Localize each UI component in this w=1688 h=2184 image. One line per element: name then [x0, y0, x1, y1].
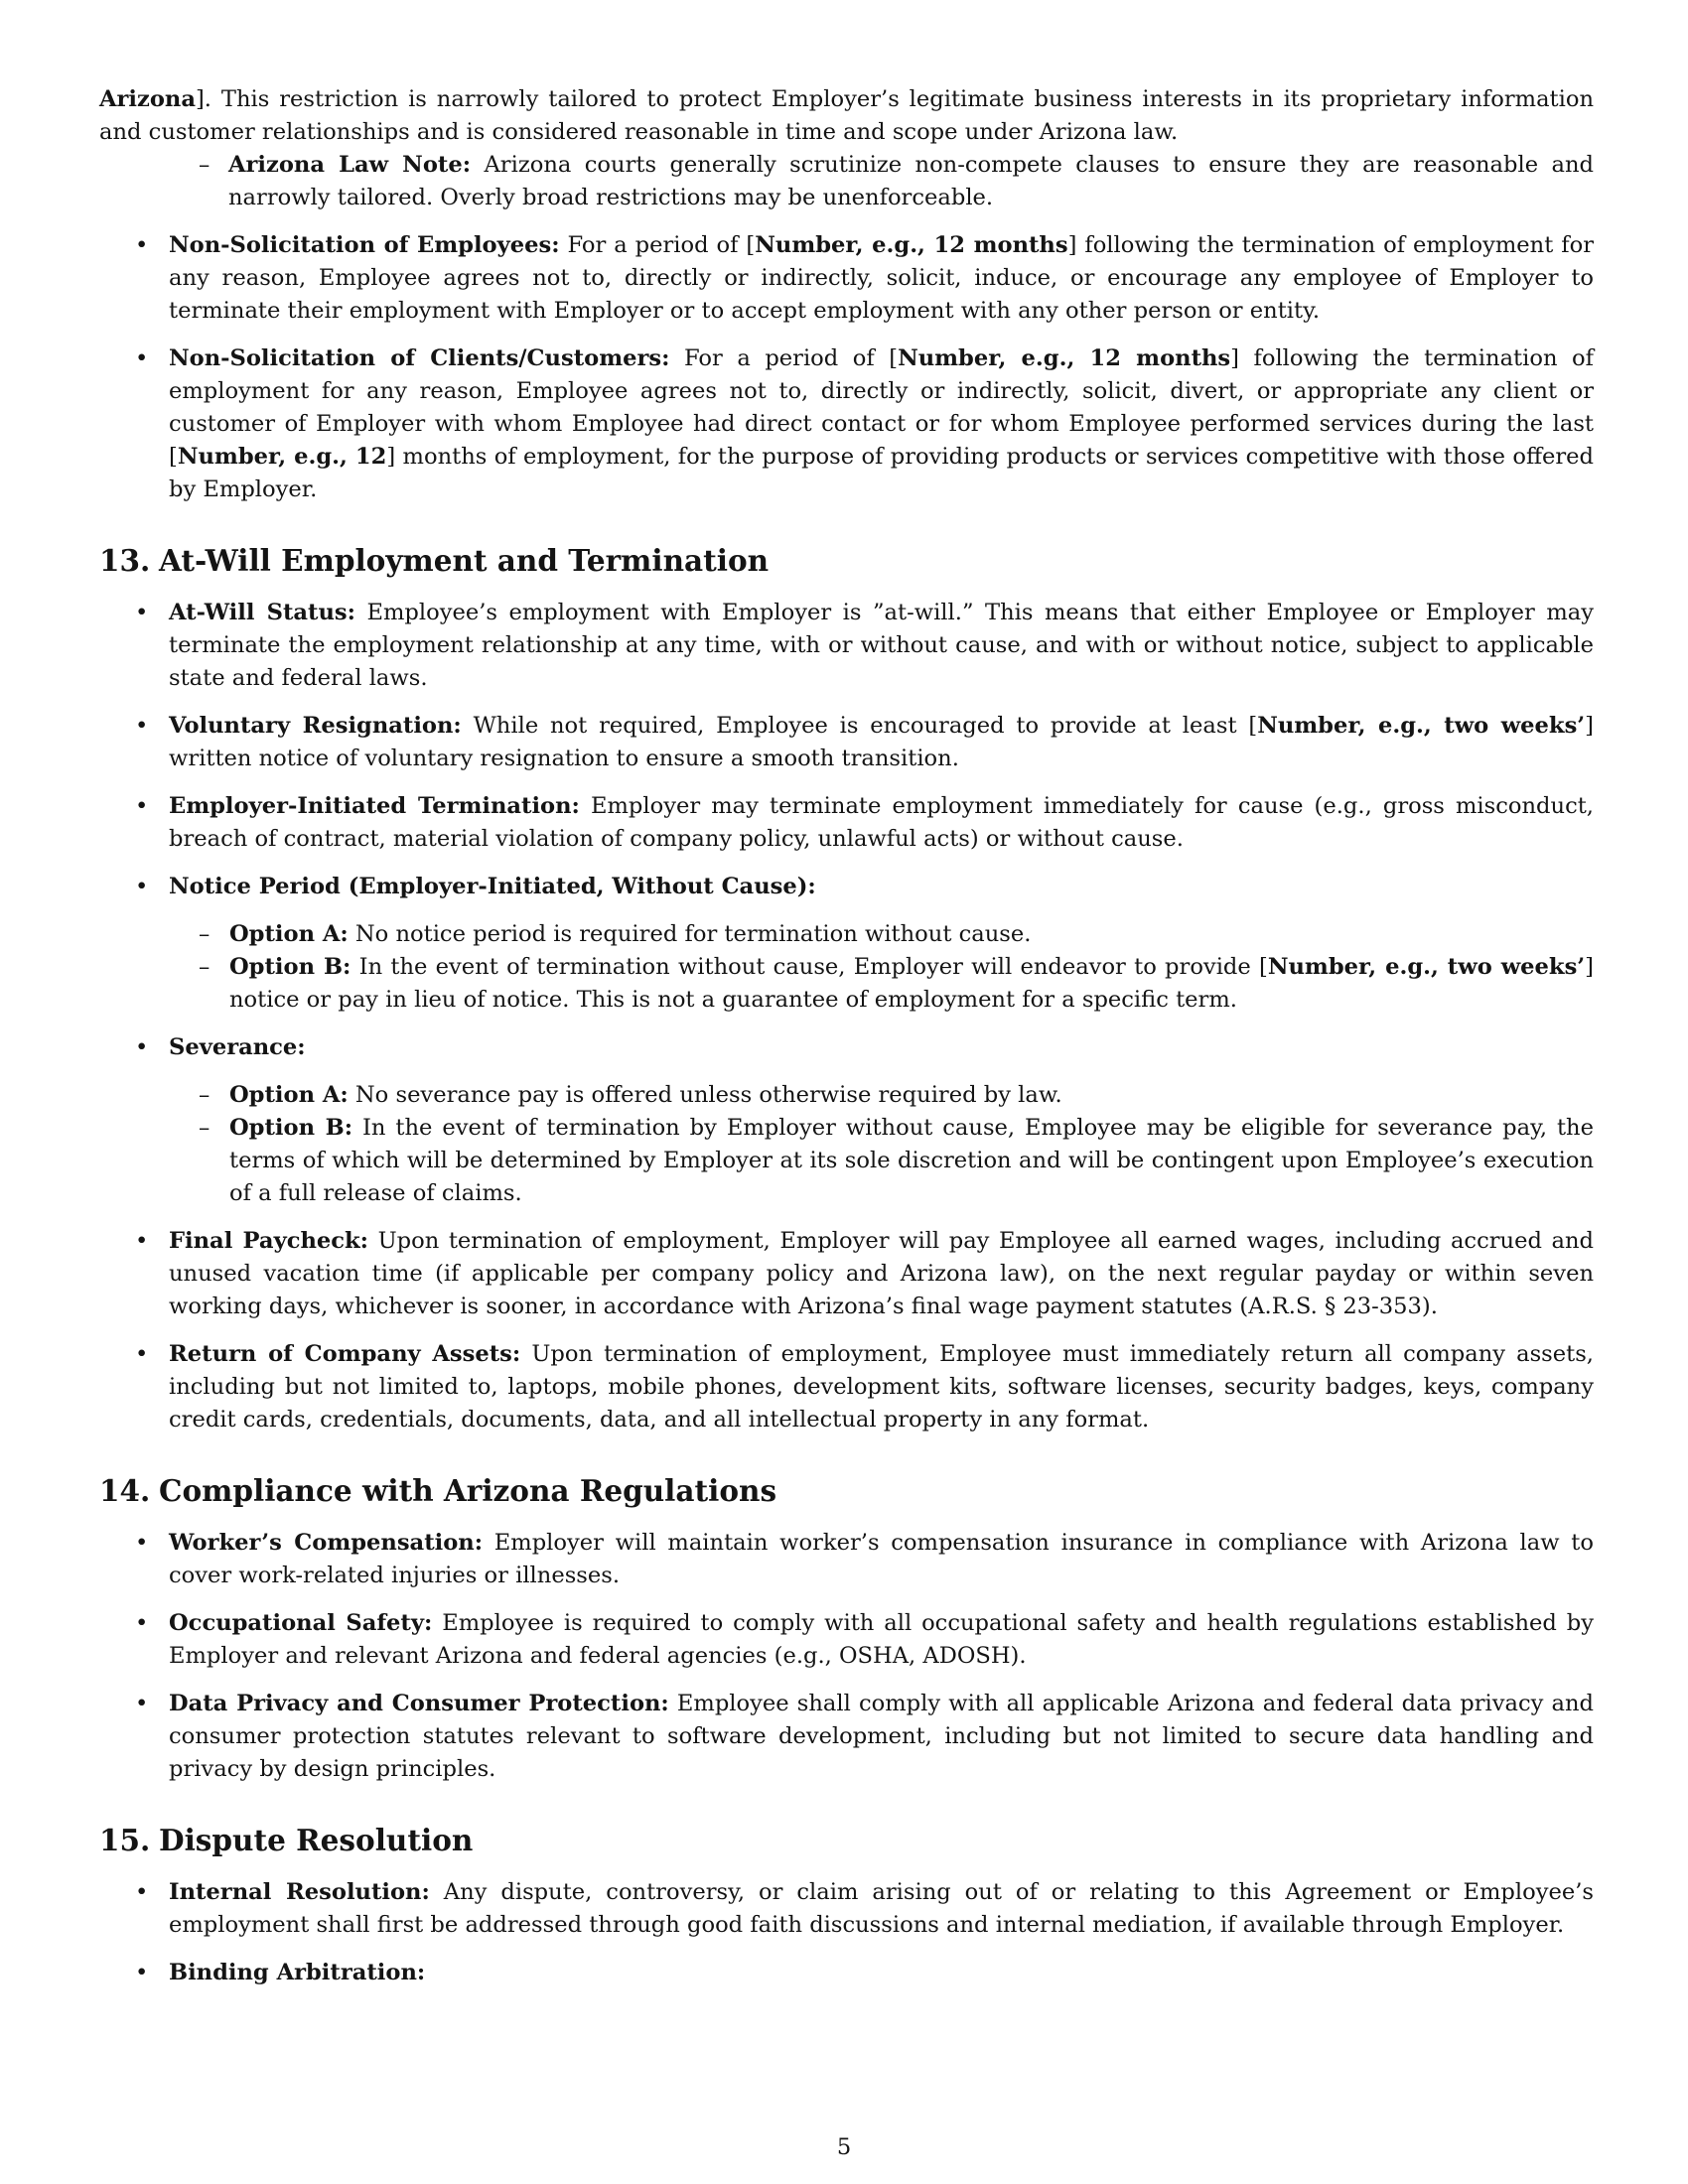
item-text: Employee shall comply with all applicable Arizona and federal data privacy and consumer protection statutes relevant to software development, including but not limited to secure data handling and privacy by design principles. [169, 1691, 1594, 1782]
item-label: Return of Company Assets: [169, 1341, 521, 1367]
occupational-safety-item [99, 1607, 1594, 1673]
item-text: Upon termination of employment, Employee must immediately return all company assets, including but not limited to, laptops, mobile phones, development kits, software licenses, security badges, keys, company credit cards, credentials, documents, data, and all intellectual property in any format. [169, 1341, 1594, 1433]
item-label: Occupational Safety: [169, 1610, 433, 1636]
item-label: Non-Solicitation of Employees: [169, 232, 560, 258]
item-text: ] following the termination of employment for any reason, Employee agrees not to, directly or indirectly, solicit, induce, or encourage any employee of Employer to terminate their employment with Employer or to accept employment with any other person or entity. [169, 232, 1594, 324]
item-text: Any dispute, controversy, or claim arising out of or relating to this Agreement or Employee’s employment shall first be addressed through good faith discussions and internal mediation, if available through Employer. [169, 1879, 1594, 1938]
employer-initiated-termination-item [99, 790, 1594, 856]
data-privacy-item [99, 1688, 1594, 1786]
item-text: For a period of [ [559, 232, 756, 258]
item-text: Employer will maintain worker’s compensation insurance in compliance with Arizona law to cover work-related injuries or illnesses. [169, 1530, 1594, 1588]
item-text: Arizona courts generally scrutinize non-compete clauses to ensure they are reasonable and narrowly tailored. Overly broad restrictions may be unenforceable. [228, 152, 1594, 210]
voluntary-resignation-item [99, 710, 1594, 775]
item-label: Notice Period (Employer-Initiated, Without Cause): [169, 874, 816, 899]
severance-options-list [169, 1079, 1594, 1210]
item-text: Employee is required to comply with all occupational safety and health regulations established by Employer and relevant Arizona and federal agencies (e.g., OSHA, ADOSH). [169, 1610, 1594, 1669]
dash-marker: – [199, 152, 211, 178]
item-text: ] written notice of voluntary resignation to ensure a smooth transition. [169, 713, 1594, 771]
item-label: Final Paycheck: [169, 1228, 369, 1254]
placeholder-text: Number, e.g., two weeks’ [1257, 713, 1586, 739]
bullet-marker: • [135, 1960, 149, 1985]
severance-item [99, 1031, 1594, 1210]
bullet-marker: • [135, 1341, 149, 1367]
severance-option-b [169, 1112, 1594, 1210]
item-label: Worker’s Compensation: [169, 1530, 484, 1556]
workers-compensation-item [99, 1527, 1594, 1592]
item-label: Severance: [169, 1034, 306, 1060]
placeholder-text: Number, e.g., 12 months [755, 232, 1068, 258]
option-label: Option B: [229, 1115, 353, 1141]
item-label: Arizona Law Note: [228, 152, 472, 178]
bullet-marker: • [135, 1228, 149, 1254]
continuation-sublist [99, 149, 1594, 214]
bullet-marker: • [135, 793, 149, 819]
item-label: Data Privacy and Consumer Protection: [169, 1691, 669, 1716]
bullet-marker: • [135, 1879, 149, 1905]
option-text: In the event of termination by Employer without cause, Employee may be eligible for severance pay, the terms of which will be determined by Employer at its sole discretion and will be contingent upon Employee’s execution of a full release of claims. [229, 1115, 1594, 1206]
page-number: 5 [836, 2134, 852, 2160]
final-paycheck-item [99, 1225, 1594, 1323]
bullet-marker: • [135, 1034, 149, 1060]
item-label: Voluntary Resignation: [169, 713, 462, 739]
dash-marker: – [199, 1115, 211, 1141]
placeholder-text: Number, e.g., 12 months [898, 345, 1231, 371]
at-will-status-item [99, 597, 1594, 695]
bullet-marker: • [135, 600, 149, 625]
item-text: Employer may terminate employment immediately for cause (e.g., gross misconduct, breach of contract, material violation of company policy, unlawful acts) or without cause. [169, 793, 1594, 852]
option-text: No notice period is required for termination without cause. [348, 921, 1032, 947]
item-text: For a period of [ [669, 345, 899, 371]
dash-marker: – [199, 921, 211, 947]
internal-resolution-item [99, 1876, 1594, 1942]
bullet-marker: • [135, 1530, 149, 1556]
page-content [99, 83, 1594, 1989]
bullet-marker: • [135, 232, 149, 258]
item-label: At-Will Status: [169, 600, 355, 625]
section-number: 14. [99, 1473, 151, 1508]
severance-option-a [169, 1079, 1594, 1112]
item-label: Internal Resolution: [169, 1879, 430, 1905]
item-label: Employer-Initiated Termination: [169, 793, 580, 819]
non-solicitation-clients-item [99, 342, 1594, 506]
restrictive-covenants-list [99, 229, 1594, 506]
option-label: Option A: [229, 1082, 349, 1108]
return-of-assets-item [99, 1338, 1594, 1436]
non-solicitation-employees-item [99, 229, 1594, 328]
notice-options-list [169, 918, 1594, 1017]
item-text: While not required, Employee is encouraged to provide at least [ [461, 713, 1258, 739]
section-14-list [99, 1527, 1594, 1786]
option-text: ] notice or pay in lieu of notice. This is not a guarantee of employment for a specific term. [229, 954, 1594, 1013]
option-label: Option B: [229, 954, 352, 980]
bullet-marker: • [135, 713, 149, 739]
item-text: Employee’s employment with Employer is ”at-will.” This means that either Employee or Employer may terminate the employment relationship at any time, with or without cause, and with or without notice, subject to applicable state and federal laws. [169, 600, 1594, 691]
dash-marker: – [199, 1082, 211, 1108]
item-label: Non-Solicitation of Clients/Customers: [169, 345, 670, 371]
item-text: ] following the termination of employment for any reason, Employee agrees not to, directly or indirectly, solicit, divert, or appropriate any client or customer of Employer with whom Employee had direct contact or for whom Employee performed services during the last [ [169, 345, 1594, 470]
bullet-marker: • [135, 874, 149, 899]
option-text: In the event of termination without cause, Employer will endeavor to provide [ [351, 954, 1268, 980]
option-label: Option A: [229, 921, 349, 947]
placeholder-text: Number, e.g., 12 [177, 444, 387, 470]
bullet-marker: • [135, 1691, 149, 1716]
notice-option-b [169, 951, 1594, 1017]
section-title: Compliance with Arizona Regulations [159, 1473, 777, 1508]
bold-term: Arizona [99, 86, 196, 112]
arizona-law-note [99, 149, 1594, 214]
section-13-list [99, 597, 1594, 1436]
section-title: Dispute Resolution [159, 1823, 474, 1857]
section-heading-13 [99, 541, 1594, 581]
item-text: Upon termination of employment, Employer will pay Employee all earned wages, including accrued and unused vacation time (if applicable per company policy and Arizona law), on the next regular payday or within seven working days, whichever is sooner, in accordance with Arizona’s final wage payment statutes (A.R.S. § 23-353). [169, 1228, 1594, 1319]
section-title: At-Will Employment and Termination [159, 543, 770, 578]
notice-period-item [99, 871, 1594, 1017]
bullet-marker: • [135, 1610, 149, 1636]
notice-option-a [169, 918, 1594, 951]
item-label: Binding Arbitration: [169, 1960, 426, 1985]
bullet-marker: • [135, 345, 149, 371]
section-heading-15 [99, 1821, 1594, 1860]
binding-arbitration-item [99, 1957, 1594, 1989]
placeholder-text: Number, e.g., two weeks’ [1267, 954, 1586, 980]
item-text: ] months of employment, for the purpose of providing products or services competitive with those offered by Employer. [169, 444, 1595, 502]
noncompete-continuation [99, 83, 1594, 214]
section-number: 13. [99, 543, 151, 578]
section-number: 15. [99, 1823, 151, 1857]
section-heading-14 [99, 1471, 1594, 1511]
noncompete-continuation-paragraph [99, 83, 1594, 149]
dash-marker: – [199, 954, 211, 980]
paragraph-text: ]. This restriction is narrowly tailored to protect Employer’s legitimate business interests in its proprietary information and customer relationships and is considered reasonable in time and scope under Arizona law. [99, 86, 1594, 145]
option-text: No severance pay is offered unless otherwise required by law. [348, 1082, 1062, 1108]
section-15-list [99, 1876, 1594, 1989]
